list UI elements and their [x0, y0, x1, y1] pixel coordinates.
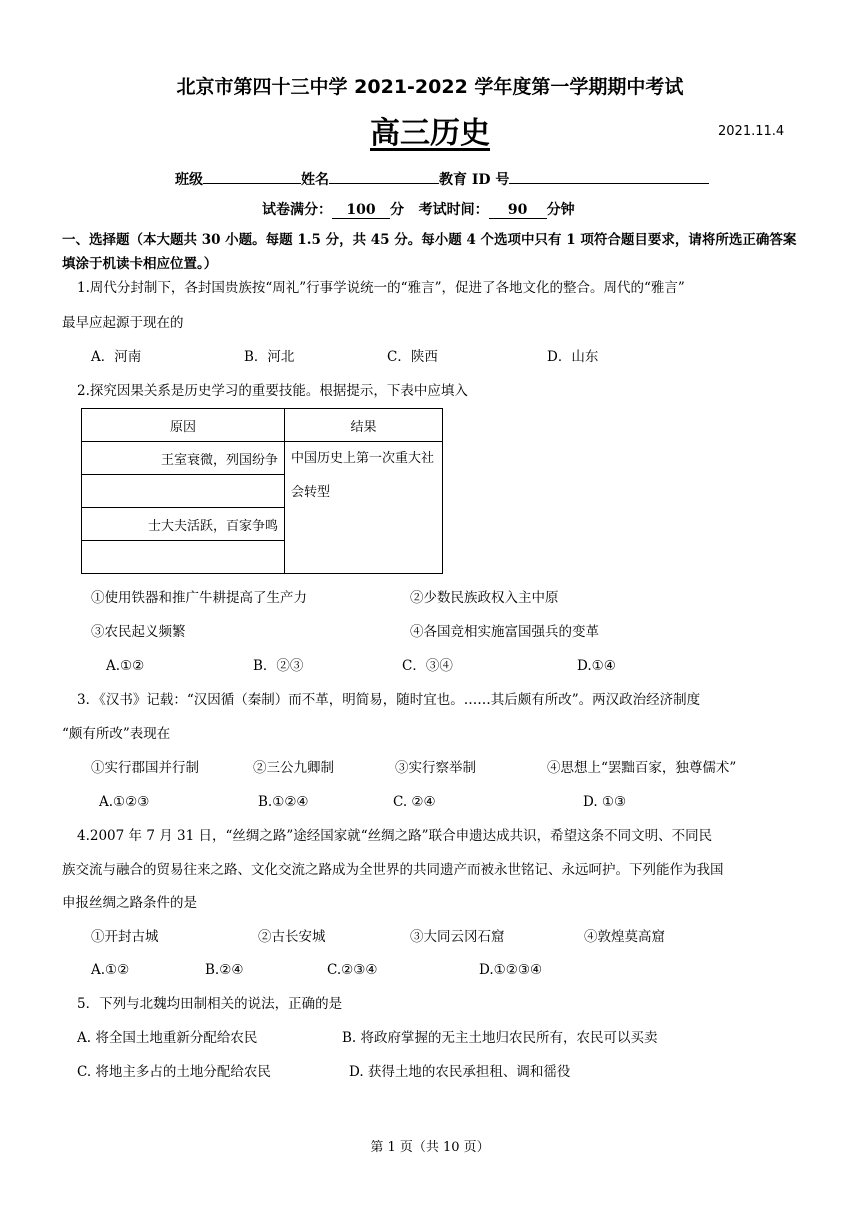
table-header-result: 结果 [285, 409, 443, 442]
q3-stem-line1: 3．《汉书》记载：“汉因循（秦制）而不革，明简易，随时宜也。……其后颇有所改”。两汉政治经济制度 [77, 692, 701, 708]
q3-stem-line2: “颇有所改”表现在 [62, 726, 171, 742]
score-time-line [262, 199, 575, 219]
q4-item-3: ③大同云冈石窟 [410, 929, 505, 945]
q4-stem-line2: 族交流与融合的贸易往来之路、文化交流之路成为全世界的共同遗产而被永世铭记、永远呵护。下列能作为我国 [62, 862, 724, 878]
time-unit: 分钟 [546, 202, 575, 218]
q1-option-d[interactable]: D．山东 [547, 349, 599, 365]
name-blank[interactable] [329, 169, 439, 184]
score-label: 试卷满分： [262, 202, 332, 218]
q1-stem-line1: 1.周代分封制下，各封国贵族按“周礼”行事学说统一的“雅言”，促进了各地文化的整合。周代的“雅言” [77, 280, 685, 296]
section-heading: 一、选择题（本大题共 30 小题。每题 1.5 分，共 45 分。每小题 4 个选项中只有 1 项符合题目要求，请将所选正确答案填涂于机读卡相应位置。） [62, 232, 797, 272]
exam-date: 2021.11.4 [718, 124, 785, 139]
q4-option-d[interactable]: D.①②③④ [479, 962, 543, 978]
q2-item-3: ③农民起义频繁 [91, 624, 186, 640]
q4-option-c[interactable]: C.②③④ [327, 962, 378, 978]
q3-option-b[interactable]: B.①②④ [258, 794, 309, 810]
q5-option-a[interactable]: A. 将全国土地重新分配给农民 [77, 1030, 258, 1046]
table-cause-3: 士大夫活跃，百家争鸣 [82, 508, 285, 541]
q5-stem: 5．下列与北魏均田制相关的说法，正确的是 [77, 996, 343, 1012]
q3-item-1: ①实行郡国并行制 [91, 760, 199, 776]
q4-item-1: ①开封古城 [91, 929, 159, 945]
q3-item-2: ②三公九卿制 [253, 760, 334, 776]
q2-option-a[interactable]: A.①② [106, 658, 145, 674]
q3-option-d[interactable]: D. ①③ [583, 794, 627, 810]
q4-option-a[interactable]: A.①② [91, 962, 130, 978]
table-header-cause: 原因 [82, 409, 285, 442]
q3-option-a[interactable]: A.①②③ [99, 794, 150, 810]
school-title: 北京市第四十三中学 2021-2022 学年度第一学期期中考试 [176, 76, 684, 98]
q2-stem: 2.探究因果关系是历史学习的重要技能。根据提示，下表中应填入 [77, 383, 468, 399]
table-cause-1: 王室衰微，列国纷争 [82, 442, 285, 475]
id-blank[interactable] [509, 169, 709, 184]
q3-item-3: ③实行察举制 [395, 760, 476, 776]
cause-effect-table [81, 408, 443, 574]
table-result: 中国历史上第一次重大社会转型 [285, 442, 443, 574]
q1-option-b[interactable]: B．河北 [244, 349, 295, 365]
q1-option-a[interactable]: A．河南 [91, 349, 142, 365]
q5-option-b[interactable]: B. 将政府掌握的无主土地归农民所有，农民可以买卖 [342, 1030, 658, 1046]
q2-item-4: ④各国竞相实施富国强兵的变革 [410, 624, 599, 640]
q4-stem-line1: 4.2007 年 7 月 31 日，“丝绸之路”途经国家就“丝绸之路”联合申遗达成共识，希望这条不同文明、不同民 [77, 828, 713, 844]
q1-option-c[interactable]: C．陕西 [387, 349, 438, 365]
q3-option-c[interactable]: C. ②④ [393, 794, 436, 810]
q4-stem-line3: 申报丝绸之路条件的是 [62, 895, 197, 911]
q2-item-2: ②少数民族政权入主中原 [410, 590, 559, 606]
q3-item-4: ④思想上“罢黜百家，独尊儒术” [547, 760, 737, 776]
table-cause-4-blank [82, 541, 285, 574]
q2-option-d[interactable]: D.①④ [577, 658, 616, 674]
q2-option-c[interactable]: C．③④ [402, 658, 453, 674]
student-info-line [175, 169, 709, 189]
q1-stem-line2: 最早应起源于现在的 [62, 315, 184, 331]
class-label: 班级 [175, 172, 203, 188]
class-blank[interactable] [203, 169, 301, 184]
q4-option-b[interactable]: B.②④ [205, 962, 244, 978]
q5-option-c[interactable]: C. 将地主多占的土地分配给农民 [77, 1064, 271, 1080]
id-label: 教育 ID 号 [439, 172, 510, 188]
subject-title: 高三历史 [370, 116, 490, 151]
page-footer: 第 1 页（共 10 页） [370, 1140, 490, 1155]
time-label: 考试时间： [418, 202, 489, 218]
q4-item-2: ②古长安城 [258, 929, 326, 945]
q2-option-b[interactable]: B．②③ [253, 658, 304, 674]
q2-item-1: ①使用铁器和推广牛耕提高了生产力 [91, 590, 307, 606]
q5-option-d[interactable]: D. 获得土地的农民承担租、调和徭役 [349, 1064, 571, 1080]
score-value: 100 [332, 202, 390, 219]
time-value: 90 [489, 202, 547, 219]
score-unit: 分 [390, 202, 404, 218]
q4-item-4: ④敦煌莫高窟 [584, 929, 665, 945]
name-label: 姓名 [301, 172, 329, 188]
table-cause-2-blank [82, 475, 285, 508]
